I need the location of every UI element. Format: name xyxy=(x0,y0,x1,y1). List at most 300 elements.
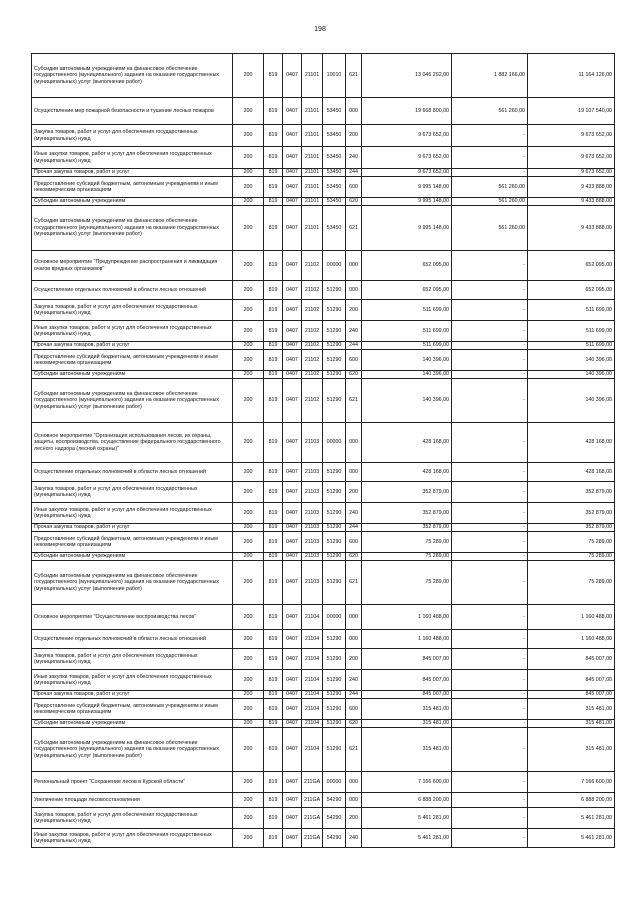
table-cell-name: Иные закупки товаров, работ и услуг для обеспечения государственных (муниципальных) нужд xyxy=(32,829,233,848)
table-cell-amount-1: 9 673 652,00 xyxy=(362,169,452,177)
table-cell-type: 240 xyxy=(346,147,362,169)
table-cell-type: 620 xyxy=(346,371,362,379)
budget-table-body xyxy=(32,54,615,848)
table-row xyxy=(32,561,615,605)
table-cell-type: 621 xyxy=(346,728,362,772)
table-cell-amount-2: - xyxy=(452,379,528,423)
table-cell-amount-1: 6 888 200,00 xyxy=(362,793,452,808)
table-cell-section: 0407 xyxy=(283,561,302,605)
table-cell-type: 244 xyxy=(346,524,362,532)
table-cell-type: 621 xyxy=(346,206,362,251)
table-row xyxy=(32,321,615,342)
table-cell-name: Основное мероприятие "Организация использования лесов, их охраны, защиты, воспроизводства, осуществление федерального государственного лесного надзора (лесной охраны)" xyxy=(32,423,233,463)
table-cell-program: 21103 xyxy=(302,503,323,524)
table-cell-section: 0407 xyxy=(283,649,302,670)
table-cell-direction: 51290 xyxy=(323,630,346,649)
table-cell-direction: 51290 xyxy=(323,728,346,772)
table-cell-type: 621 xyxy=(346,379,362,423)
table-cell-section: 0407 xyxy=(283,691,302,699)
table-cell-program: 21102 xyxy=(302,321,323,342)
table-cell-code: 200 xyxy=(233,281,264,300)
table-cell-amount-3: 140 396,00 xyxy=(528,371,615,379)
table-cell-amount-1: 5 461 281,00 xyxy=(362,829,452,848)
table-cell-name: Прочая закупка товаров, работ и услуг xyxy=(32,169,233,177)
table-cell-amount-2: - xyxy=(452,691,528,699)
table-row xyxy=(32,98,615,125)
table-cell-ministry: 819 xyxy=(264,281,283,300)
table-cell-direction: 00000 xyxy=(323,423,346,463)
table-cell-amount-1: 140 396,00 xyxy=(362,371,452,379)
table-cell-direction: 51290 xyxy=(323,649,346,670)
table-cell-amount-1: 652 095,00 xyxy=(362,251,452,281)
table-cell-direction: 53450 xyxy=(323,198,346,206)
table-cell-name: Предоставление субсидий бюджетным, автономным учреждениям и иным некоммерческим организациям xyxy=(32,350,233,371)
budget-table xyxy=(31,53,615,848)
table-cell-type: 000 xyxy=(346,281,362,300)
table-cell-type: 600 xyxy=(346,350,362,371)
table-cell-name: Субсидии автономным учреждениям на финансовое обеспечение государственного (муниципального) задания на оказание государственных (муниципальных) услуг (выполнение работ) xyxy=(32,54,233,98)
table-cell-section: 0407 xyxy=(283,524,302,532)
table-cell-program: 21102 xyxy=(302,251,323,281)
table-cell-amount-3: 5 461 281,00 xyxy=(528,808,615,829)
table-cell-name: Иные закупки товаров, работ и услуг для обеспечения государственных (муниципальных) нужд xyxy=(32,147,233,169)
table-cell-ministry: 819 xyxy=(264,829,283,848)
table-cell-type: 240 xyxy=(346,670,362,691)
table-cell-ministry: 819 xyxy=(264,125,283,147)
table-cell-code: 200 xyxy=(233,728,264,772)
table-cell-amount-2: - xyxy=(452,281,528,300)
table-cell-amount-2: - xyxy=(452,772,528,793)
table-cell-ministry: 819 xyxy=(264,300,283,321)
table-cell-program: 21103 xyxy=(302,524,323,532)
table-cell-amount-1: 7 166 600,00 xyxy=(362,772,452,793)
table-cell-code: 200 xyxy=(233,503,264,524)
table-cell-amount-2: - xyxy=(452,793,528,808)
table-cell-direction: 53450 xyxy=(323,177,346,198)
table-cell-section: 0407 xyxy=(283,198,302,206)
table-cell-code: 200 xyxy=(233,321,264,342)
table-row xyxy=(32,691,615,699)
table-cell-program: 21101 xyxy=(302,54,323,98)
table-cell-section: 0407 xyxy=(283,829,302,848)
table-row xyxy=(32,371,615,379)
table-cell-amount-1: 1 160 488,00 xyxy=(362,630,452,649)
table-cell-code: 200 xyxy=(233,553,264,561)
table-cell-program: 211GA xyxy=(302,772,323,793)
table-cell-amount-2: - xyxy=(452,350,528,371)
table-cell-direction: 51290 xyxy=(323,524,346,532)
table-cell-amount-3: 75 289,00 xyxy=(528,561,615,605)
table-cell-section: 0407 xyxy=(283,125,302,147)
table-cell-code: 200 xyxy=(233,300,264,321)
table-cell-type: 000 xyxy=(346,605,362,630)
table-cell-amount-2: - xyxy=(452,649,528,670)
table-cell-type: 200 xyxy=(346,300,362,321)
table-cell-amount-1: 845 007,00 xyxy=(362,649,452,670)
table-cell-amount-1: 428 168,00 xyxy=(362,423,452,463)
table-cell-name: Прочая закупка товаров, работ и услуг xyxy=(32,691,233,699)
table-cell-amount-3: 7 166 600,00 xyxy=(528,772,615,793)
table-row xyxy=(32,553,615,561)
table-row xyxy=(32,206,615,251)
table-cell-amount-2: - xyxy=(452,829,528,848)
table-row xyxy=(32,125,615,147)
table-cell-section: 0407 xyxy=(283,553,302,561)
table-cell-code: 200 xyxy=(233,691,264,699)
table-cell-amount-1: 75 289,00 xyxy=(362,561,452,605)
table-cell-section: 0407 xyxy=(283,808,302,829)
table-cell-direction: 53450 xyxy=(323,98,346,125)
table-row xyxy=(32,482,615,503)
table-cell-amount-2: - xyxy=(452,720,528,728)
table-cell-ministry: 819 xyxy=(264,147,283,169)
table-cell-program: 21103 xyxy=(302,463,323,482)
table-cell-direction: 10010 xyxy=(323,54,346,98)
table-cell-direction: 51290 xyxy=(323,699,346,720)
table-row xyxy=(32,793,615,808)
table-cell-code: 200 xyxy=(233,251,264,281)
table-cell-code: 200 xyxy=(233,561,264,605)
table-cell-section: 0407 xyxy=(283,503,302,524)
table-cell-code: 200 xyxy=(233,630,264,649)
table-cell-direction: 51290 xyxy=(323,553,346,561)
table-cell-section: 0407 xyxy=(283,670,302,691)
table-cell-amount-2: - xyxy=(452,321,528,342)
table-cell-direction: 51290 xyxy=(323,350,346,371)
table-cell-program: 21101 xyxy=(302,206,323,251)
table-cell-section: 0407 xyxy=(283,482,302,503)
table-cell-amount-2: - xyxy=(452,169,528,177)
table-cell-amount-1: 140 396,00 xyxy=(362,350,452,371)
table-cell-name: Закупка товаров, работ и услуг для обеспечения государственных (муниципальных) нужд xyxy=(32,482,233,503)
table-cell-amount-2: - xyxy=(452,147,528,169)
table-cell-direction: 53450 xyxy=(323,147,346,169)
table-cell-ministry: 819 xyxy=(264,720,283,728)
table-cell-amount-3: 9 673 652,00 xyxy=(528,169,615,177)
table-cell-program: 21104 xyxy=(302,649,323,670)
table-cell-type: 200 xyxy=(346,808,362,829)
table-cell-name: Субсидии автономным учреждениям на финансовое обеспечение государственного (муниципального) задания на оказание государственных (муниципальных) услуг (выполнение работ) xyxy=(32,379,233,423)
table-cell-name: Осуществление отдельных полномочий в области лесных отношений xyxy=(32,630,233,649)
table-cell-amount-3: 9 433 888,00 xyxy=(528,206,615,251)
table-row xyxy=(32,423,615,463)
table-cell-amount-3: 1 160 488,00 xyxy=(528,605,615,630)
table-cell-program: 21104 xyxy=(302,605,323,630)
table-cell-section: 0407 xyxy=(283,281,302,300)
table-cell-name: Прочая закупка товаров, работ и услуг xyxy=(32,342,233,350)
table-cell-amount-2: 561 260,00 xyxy=(452,198,528,206)
table-cell-amount-2: - xyxy=(452,251,528,281)
table-cell-section: 0407 xyxy=(283,342,302,350)
table-cell-code: 200 xyxy=(233,342,264,350)
table-row xyxy=(32,720,615,728)
table-cell-program: 21104 xyxy=(302,728,323,772)
table-cell-program: 21103 xyxy=(302,482,323,503)
table-cell-type: 600 xyxy=(346,699,362,720)
table-cell-type: 000 xyxy=(346,98,362,125)
table-cell-ministry: 819 xyxy=(264,503,283,524)
table-cell-amount-3: 140 396,00 xyxy=(528,350,615,371)
table-cell-amount-3: 5 461 281,00 xyxy=(528,829,615,848)
table-row xyxy=(32,281,615,300)
table-cell-amount-2: - xyxy=(452,808,528,829)
table-cell-ministry: 819 xyxy=(264,463,283,482)
table-cell-amount-2: 561 260,00 xyxy=(452,98,528,125)
table-row xyxy=(32,605,615,630)
table-cell-section: 0407 xyxy=(283,321,302,342)
table-cell-ministry: 819 xyxy=(264,206,283,251)
table-cell-name: Субсидии автономным учреждениям xyxy=(32,198,233,206)
table-cell-name: Осуществление мер пожарной безопасности и тушение лесных пожаров xyxy=(32,98,233,125)
table-cell-code: 200 xyxy=(233,482,264,503)
table-cell-program: 21101 xyxy=(302,98,323,125)
table-cell-type: 600 xyxy=(346,177,362,198)
table-cell-type: 244 xyxy=(346,169,362,177)
table-cell-name: Иные закупки товаров, работ и услуг для обеспечения государственных (муниципальных) нужд xyxy=(32,321,233,342)
table-cell-amount-3: 352 879,00 xyxy=(528,503,615,524)
table-cell-code: 200 xyxy=(233,463,264,482)
table-cell-amount-3: 352 879,00 xyxy=(528,524,615,532)
table-cell-section: 0407 xyxy=(283,251,302,281)
table-cell-ministry: 819 xyxy=(264,251,283,281)
table-cell-code: 200 xyxy=(233,649,264,670)
table-cell-amount-3: 6 888 200,00 xyxy=(528,793,615,808)
table-cell-section: 0407 xyxy=(283,463,302,482)
table-row xyxy=(32,169,615,177)
table-cell-amount-2: - xyxy=(452,605,528,630)
table-cell-name: Предоставление субсидий бюджетным, автономным учреждениям и иным некоммерческим организациям xyxy=(32,699,233,720)
table-cell-code: 200 xyxy=(233,720,264,728)
table-cell-amount-3: 19 107 540,00 xyxy=(528,98,615,125)
table-cell-code: 200 xyxy=(233,829,264,848)
table-cell-amount-3: 1 160 488,00 xyxy=(528,630,615,649)
table-cell-direction: 00000 xyxy=(323,251,346,281)
table-row xyxy=(32,699,615,720)
table-row xyxy=(32,251,615,281)
table-cell-direction: 53450 xyxy=(323,125,346,147)
table-cell-code: 200 xyxy=(233,793,264,808)
table-cell-section: 0407 xyxy=(283,206,302,251)
table-cell-name: Предоставление субсидий бюджетным, автономным учреждениям и иным некоммерческим организациям xyxy=(32,177,233,198)
table-cell-direction: 51290 xyxy=(323,371,346,379)
table-cell-program: 21101 xyxy=(302,169,323,177)
table-cell-type: 000 xyxy=(346,793,362,808)
table-cell-ministry: 819 xyxy=(264,808,283,829)
table-cell-type: 000 xyxy=(346,423,362,463)
table-cell-name: Субсидии автономным учреждениям xyxy=(32,720,233,728)
table-cell-code: 200 xyxy=(233,147,264,169)
table-cell-amount-2: - xyxy=(452,670,528,691)
table-cell-direction: 54290 xyxy=(323,829,346,848)
table-cell-type: 621 xyxy=(346,54,362,98)
table-cell-program: 21103 xyxy=(302,532,323,553)
table-cell-amount-1: 315 481,00 xyxy=(362,728,452,772)
table-cell-name: Закупка товаров, работ и услуг для обеспечения государственных (муниципальных) нужд xyxy=(32,808,233,829)
table-cell-program: 21102 xyxy=(302,342,323,350)
table-cell-type: 200 xyxy=(346,482,362,503)
table-cell-amount-1: 352 879,00 xyxy=(362,482,452,503)
table-cell-amount-1: 1 160 488,00 xyxy=(362,605,452,630)
table-cell-amount-3: 652 095,00 xyxy=(528,281,615,300)
table-cell-direction: 51290 xyxy=(323,379,346,423)
table-cell-section: 0407 xyxy=(283,630,302,649)
table-cell-name: Региональный проект "Сохранение лесов в Курской области" xyxy=(32,772,233,793)
table-cell-amount-3: 315 481,00 xyxy=(528,720,615,728)
table-cell-amount-1: 140 396,00 xyxy=(362,379,452,423)
table-cell-ministry: 819 xyxy=(264,169,283,177)
table-cell-amount-2: - xyxy=(452,503,528,524)
table-cell-amount-1: 9 995 148,00 xyxy=(362,206,452,251)
table-cell-amount-2: - xyxy=(452,125,528,147)
table-cell-ministry: 819 xyxy=(264,98,283,125)
table-cell-name: Прочая закупка товаров, работ и услуг xyxy=(32,524,233,532)
table-cell-code: 200 xyxy=(233,371,264,379)
table-cell-amount-1: 9 995 148,00 xyxy=(362,177,452,198)
table-row xyxy=(32,379,615,423)
table-cell-amount-2: 561 260,00 xyxy=(452,177,528,198)
table-cell-amount-1: 19 668 800,00 xyxy=(362,98,452,125)
table-cell-ministry: 819 xyxy=(264,691,283,699)
table-cell-direction: 51290 xyxy=(323,691,346,699)
table-cell-type: 620 xyxy=(346,198,362,206)
table-row xyxy=(32,649,615,670)
table-row xyxy=(32,350,615,371)
table-cell-amount-2: - xyxy=(452,728,528,772)
table-cell-name: Субсидии автономным учреждениям xyxy=(32,553,233,561)
table-cell-type: 244 xyxy=(346,691,362,699)
table-cell-amount-2: 561 260,00 xyxy=(452,206,528,251)
table-cell-amount-3: 652 095,00 xyxy=(528,251,615,281)
table-cell-program: 21103 xyxy=(302,553,323,561)
table-cell-section: 0407 xyxy=(283,371,302,379)
table-cell-type: 200 xyxy=(346,125,362,147)
table-cell-amount-2: - xyxy=(452,524,528,532)
table-cell-ministry: 819 xyxy=(264,605,283,630)
table-cell-code: 200 xyxy=(233,379,264,423)
table-cell-section: 0407 xyxy=(283,300,302,321)
table-cell-amount-3: 9 433 888,00 xyxy=(528,198,615,206)
table-cell-direction: 51290 xyxy=(323,532,346,553)
table-cell-section: 0407 xyxy=(283,720,302,728)
table-cell-code: 200 xyxy=(233,350,264,371)
table-cell-ministry: 819 xyxy=(264,670,283,691)
table-cell-program: 21101 xyxy=(302,177,323,198)
table-cell-direction: 00000 xyxy=(323,772,346,793)
table-cell-type: 600 xyxy=(346,532,362,553)
table-cell-amount-1: 511 699,00 xyxy=(362,342,452,350)
table-cell-type: 620 xyxy=(346,553,362,561)
table-cell-name: Закупка товаров, работ и услуг для обеспечения государственных (муниципальных) нужд xyxy=(32,300,233,321)
table-cell-amount-3: 428 168,00 xyxy=(528,463,615,482)
table-cell-amount-2: - xyxy=(452,423,528,463)
table-cell-direction: 51290 xyxy=(323,561,346,605)
table-cell-direction: 51290 xyxy=(323,670,346,691)
table-cell-name: Предоставление субсидий бюджетным, автономным учреждениям и иным некоммерческим организациям xyxy=(32,532,233,553)
table-cell-program: 21104 xyxy=(302,670,323,691)
table-cell-ministry: 819 xyxy=(264,371,283,379)
table-cell-name: Иные закупки товаров, работ и услуг для обеспечения государственных (муниципальных) нужд xyxy=(32,670,233,691)
table-cell-direction: 51290 xyxy=(323,281,346,300)
table-cell-section: 0407 xyxy=(283,147,302,169)
table-cell-program: 21101 xyxy=(302,198,323,206)
table-cell-amount-3: 9 673 652,00 xyxy=(528,125,615,147)
table-cell-program: 21103 xyxy=(302,561,323,605)
table-cell-code: 200 xyxy=(233,699,264,720)
table-cell-program: 211GA xyxy=(302,808,323,829)
table-cell-name: Иные закупки товаров, работ и услуг для обеспечения государственных (муниципальных) нужд xyxy=(32,503,233,524)
table-cell-direction: 51290 xyxy=(323,463,346,482)
table-cell-ministry: 819 xyxy=(264,630,283,649)
table-row xyxy=(32,670,615,691)
table-cell-ministry: 819 xyxy=(264,177,283,198)
table-cell-section: 0407 xyxy=(283,54,302,98)
table-row xyxy=(32,532,615,553)
table-cell-amount-1: 652 095,00 xyxy=(362,281,452,300)
table-cell-direction: 54290 xyxy=(323,808,346,829)
table-cell-section: 0407 xyxy=(283,169,302,177)
table-cell-type: 620 xyxy=(346,720,362,728)
table-cell-program: 211GA xyxy=(302,829,323,848)
table-cell-amount-1: 9 995 148,00 xyxy=(362,198,452,206)
table-cell-section: 0407 xyxy=(283,793,302,808)
table-cell-amount-2: - xyxy=(452,300,528,321)
table-cell-type: 000 xyxy=(346,463,362,482)
table-cell-amount-2: - xyxy=(452,561,528,605)
table-row xyxy=(32,177,615,198)
table-cell-amount-3: 511 699,00 xyxy=(528,300,615,321)
table-cell-code: 200 xyxy=(233,206,264,251)
table-row xyxy=(32,147,615,169)
table-row xyxy=(32,728,615,772)
table-cell-direction: 51290 xyxy=(323,482,346,503)
table-cell-code: 200 xyxy=(233,54,264,98)
table-cell-section: 0407 xyxy=(283,98,302,125)
table-cell-ministry: 819 xyxy=(264,54,283,98)
table-cell-name: Субсидии автономным учреждениям на финансовое обеспечение государственного (муниципального) задания на оказание государственных (муниципальных) услуг (выполнение работ) xyxy=(32,728,233,772)
table-cell-name: Субсидии автономным учреждениям на финансовое обеспечение государственного (муниципального) задания на оказание государственных (муниципальных) услуг (выполнение работ) xyxy=(32,206,233,251)
table-cell-type: 000 xyxy=(346,772,362,793)
table-cell-program: 21104 xyxy=(302,691,323,699)
table-cell-ministry: 819 xyxy=(264,772,283,793)
table-cell-type: 621 xyxy=(346,561,362,605)
table-row xyxy=(32,54,615,98)
table-cell-ministry: 819 xyxy=(264,423,283,463)
table-cell-section: 0407 xyxy=(283,423,302,463)
table-cell-ministry: 819 xyxy=(264,561,283,605)
table-cell-program: 21102 xyxy=(302,379,323,423)
table-cell-direction: 00000 xyxy=(323,605,346,630)
table-row xyxy=(32,772,615,793)
table-cell-amount-1: 511 699,00 xyxy=(362,300,452,321)
table-cell-type: 240 xyxy=(346,503,362,524)
table-cell-ministry: 819 xyxy=(264,482,283,503)
table-cell-name: Закупка товаров, работ и услуг для обеспечения государственных (муниципальных) нужд xyxy=(32,125,233,147)
table-cell-section: 0407 xyxy=(283,728,302,772)
table-cell-amount-3: 75 289,00 xyxy=(528,553,615,561)
table-cell-amount-2: - xyxy=(452,463,528,482)
table-cell-amount-1: 9 673 652,00 xyxy=(362,125,452,147)
table-cell-code: 200 xyxy=(233,169,264,177)
table-cell-program: 211GA xyxy=(302,793,323,808)
table-cell-amount-1: 75 289,00 xyxy=(362,553,452,561)
table-cell-code: 200 xyxy=(233,532,264,553)
table-cell-amount-1: 315 481,00 xyxy=(362,699,452,720)
table-cell-name: Осуществление отдельных полномочий в области лесных отношений xyxy=(32,281,233,300)
table-cell-amount-3: 845 007,00 xyxy=(528,691,615,699)
table-cell-direction: 53450 xyxy=(323,206,346,251)
table-cell-amount-3: 428 168,00 xyxy=(528,423,615,463)
table-cell-ministry: 819 xyxy=(264,379,283,423)
